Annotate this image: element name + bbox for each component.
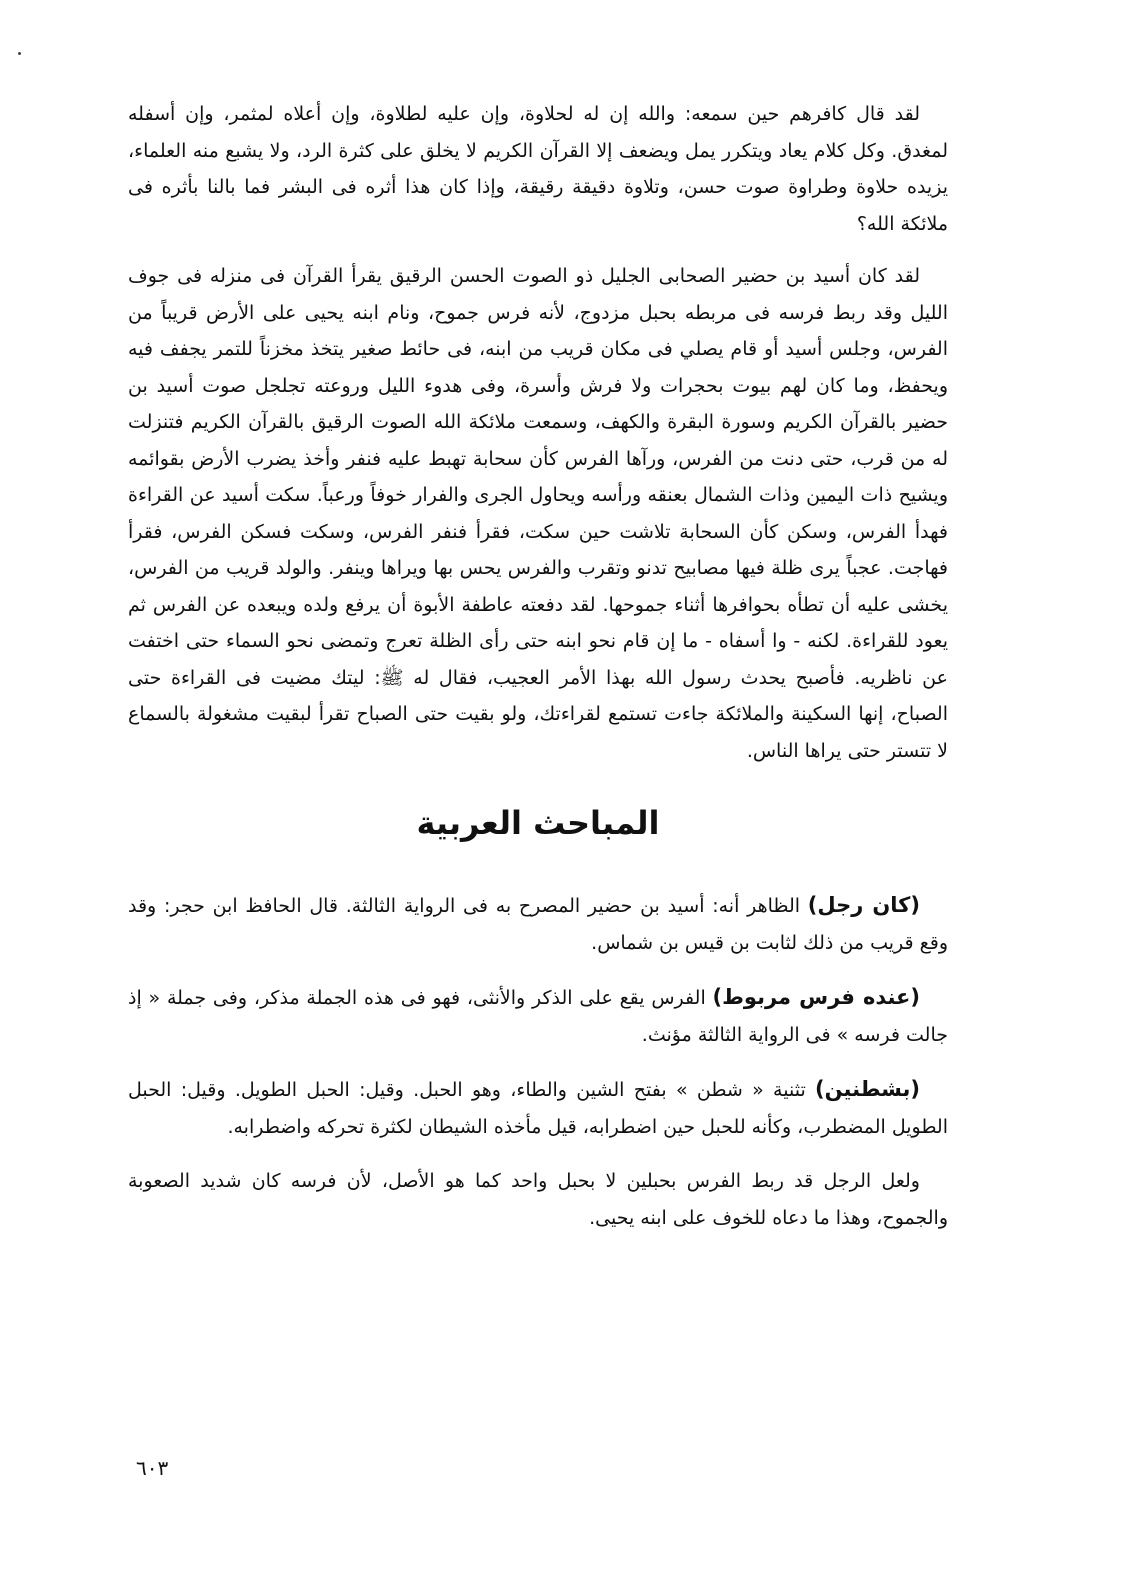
explanation-text: الظاهر أنه: أسيد بن حضير المصرح به فى الرواية الثالثة. قال الحافظ ابن حجر: وقد وقع قريب من ذلك لثابت بن قيس بن شماس. xyxy=(128,895,948,954)
explanation-term: (عنده فرس مربوط) xyxy=(712,985,920,1009)
section-heading: المباحث العربية xyxy=(416,804,660,842)
book-page xyxy=(128,96,948,1566)
paragraph-quran-sweetness: لقد قال كافرهم حين سمعه: والله إن له لحلاوة، وإن عليه لطلاوة، وإن أعلاه لمثمر، وإن أسفله لمغدق. وكل كلام يعاد ويتكرر يمل ويضعف إلا القرآن الكريم لا يخلق على كثرة الرد، ولا يشبع منه العلماء، يزيده حلاوة وطراوة صوت حسن، وتلاوة دقيقة رقيقة، وإذا كان هذا أثره فى البشر فما بالنا بأثره فى ملائكة الله؟ xyxy=(128,103,948,235)
explanation-term: (كان رجل) xyxy=(807,893,920,917)
explanation-faras-marbut xyxy=(128,979,948,1053)
closing-paragraph: ولعل الرجل قد ربط الفرس بحبلين لا بحبل واحد كما هو الأصل، لأن فرسه كان شديد الصعوبة والجموح، وهذا ما دعاه للخوف على ابنه يحيى. xyxy=(128,1170,948,1229)
explanation-term: (بشطنين) xyxy=(815,1077,920,1101)
explanation-text: الفرس يقع على الذكر والأنثى، فهو فى هذه الجملة مذكر، وفى جملة « إذ جالت فرسه » فى الرواية الثالثة مؤنث. xyxy=(128,987,948,1046)
page-number: ٦٠٣ xyxy=(136,1456,169,1480)
explanation-kana-rajul xyxy=(128,887,948,961)
explanation-text: تثنية « شطن » بفتح الشين والطاء، وهو الحبل. وقيل: الحبل الطويل. وقيل: الحبل الطويل المضطرب، وكأنه للحبل حين اضطرابه، قيل مأخذه الشيطان لكثرة تحركه واضطرابه. xyxy=(128,1079,948,1138)
explanation-shatanayn xyxy=(128,1071,948,1145)
paragraph-usayd-story: لقد كان أسيد بن حضير الصحابى الجليل ذو الصوت الحسن الرقيق يقرأ القرآن فى منزله فى جوف الليل وقد ربط فرسه فى مربطه بحبل مزدوج، لأنه فرس جموح، ونام ابنه يحيى على الأرض قريباً من الفرس، وجلس أسيد أو قام يصلي فى مكان قريب من ابنه، فى حائط صغير يتخذ مخزناً للتمر يجفف فيه ويحفظ، وما كان لهم بيوت بحجرات ولا فرش وأسرة، وفى هدوء الليل وروعته تجلجل صوت أسيد بن حضير بالقرآن الكريم وسورة البقرة والكهف، وسمعت ملائكة الله الصوت الرقيق بالقرآن الكريم فتنزلت له من قرب، حتى دنت من الفرس، ورآها الفرس كأن سحابة تهبط عليه فنفر وأخذ يضرب الأرض بقوائمه ويشيح ذات اليمين وذات الشمال بعنقه ورأسه ويحاول الجرى والفرار خوفاً ورعباً. سكت أسيد عن القراءة فهدأ الفرس، وسكن كأن السحابة تلاشت حين سكت، فقرأ فنفر الفرس، وسكت فسكن الفرس، فقرأ فهاجت. عجباً يرى ظلة فيها مصابيح تدنو وتقرب والفرس يحس بها ويراها وينفر. والولد قريب من الفرس، يخشى عليه أن تطأه بحوافرها أثناء جموحها. لقد دفعته عاطفة الأبوة أن يرفع ولده ويبعده عن الفرس ثم يعود للقراءة. لكنه - وا أسفاه - ما إن قام نحو ابنه حتى رأى الظلة تعرج وتمضى نحو السماء حتى اختفت عن ناظريه. فأصبح يحدث رسول الله بهذا الأمر العجيب، فقال له ﷺ: ليتك مضيت فى القراءة حتى الصباح، إنها السكينة والملائكة جاءت تستمع لقراءتك، ولو بقيت حتى الصباح تقرأ لبقيت مشغولة بالسماع لا تتستر حتى يراها الناس. xyxy=(128,265,948,762)
scan-speck xyxy=(18,52,21,55)
